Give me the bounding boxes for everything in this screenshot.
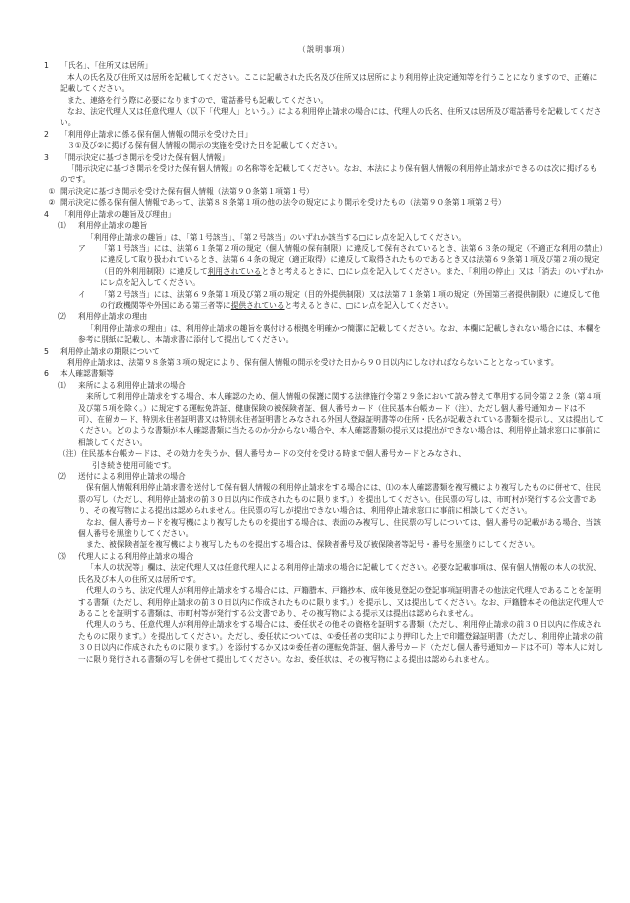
list-item xyxy=(44,243,604,289)
section-heading: 「利用停止請求の趣旨及び理由」 xyxy=(60,209,176,219)
subsection-number: ⑶ xyxy=(58,551,66,561)
list-item-text: 開示決定に基づき開示を受けた保有個人情報（法第９０条第１項第１号） xyxy=(60,186,314,196)
subsection-number: ⑴ xyxy=(58,221,66,231)
subsection-number: ⑴ xyxy=(58,380,66,390)
text-run: 「第２号該当」には、法第６９条第１項及び第２項の規定（目的外提供制限）又は法第７１条第１項の規定（外国第三者提供制限）に違反して他の行政機関等や外国にある第三者等に xyxy=(100,289,600,310)
subsection-title: 来所による利用停止請求の場合 xyxy=(78,380,186,390)
text-run: ときと考えるときに、□にレ点を記入してください。また、「利用の停止」又は「消去」のいずれかにレ点を記入してください。 xyxy=(100,266,604,288)
subsection-title: 送付による利用停止請求の場合 xyxy=(78,472,186,482)
subsection-title: 代理人による利用停止請求の場合 xyxy=(78,551,194,561)
section-3 xyxy=(44,152,604,209)
subsection-heading xyxy=(44,311,604,322)
list-item xyxy=(44,186,604,197)
section-heading: 利用停止請求の期限について xyxy=(60,346,160,356)
subsection-heading xyxy=(44,471,604,482)
section-heading: 「開示決定に基づき開示を受けた保有個人情報」 xyxy=(60,152,230,162)
paragraph: また、被保険者証を複写機により複写したものを提出する場合は、保険者番号及び被保険者等記号・番号を黒塗りにしてください。 xyxy=(86,540,540,550)
section-heading: 「氏名」、「住所又は居所」 xyxy=(60,61,153,71)
section-4 xyxy=(44,209,604,346)
paragraph: 「開示決定に基づき開示を受けた保有個人情報」の名称等を記載してください。なお、本法により保有個人情報の利用停止請求ができるのは次に掲げるものです。 xyxy=(60,164,598,185)
list-marker: ア xyxy=(78,243,86,253)
list-item-text xyxy=(100,289,604,312)
paragraph: 代理人のうち、任意代理人が利用停止請求をする場合には、委任状その他その資格を証明する書類（ただし、利用停止請求の前３０日以内に作成されたものに限ります。）を提出してください。ただし、委任状については、①委任者の実印により押印した上で印鑑登録証明書（ただし、利用停止請求の前３０日以内に作成されたものに限ります。）を添付するか又は②委任者の運転免許証、個人番号カード（ただし個人番号通知カードは不可）等本人に対し一に限り発行される書類の写しを併せて提出してください。なお、委任状は、その複写物による提出は認められません。 xyxy=(78,620,604,664)
subsection-title: 利用停止請求の趣旨 xyxy=(78,221,148,231)
paragraph: 「利用停止請求の趣旨」は、「第１号該当」、「第２号該当」のいずれか該当する□にレ点を記入してください。 xyxy=(86,232,467,242)
list-marker: イ xyxy=(78,289,86,299)
section-heading: 「利用停止請求に係る保有個人情報の開示を受けた日」 xyxy=(60,129,253,139)
section-2 xyxy=(44,129,604,152)
section-number: 3 xyxy=(44,152,49,162)
paragraph: 来所して利用停止請求をする場合、本人確認のため、個人情報の保護に関する法律施行令第２９条において読み替えて準用する同令第２２条（第４項及び第５項を除く。）に規定する運転免許証、健康保険の被保険者証、個人番号カード（住民基本台帳カード（注）、ただし個人番号通知カードは不可）、在留カード、特別永住者証明書又は特別永住者証明書とみなされる外国人登録証明書等の住所・氏名が記載されている書類を提示し、又は提出してください。どのような書類が本人確認書類に当たるのか分からない場合や、本人確認書類の提示又は提出ができない場合は、利用停止請求窓口に事前に相談してください。 xyxy=(78,392,604,447)
paragraph: なお、法定代理人又は任意代理人（以下「代理人」という。）による利用停止請求の場合には、代理人の氏名、住所又は居所及び電話番号を記載してください。 xyxy=(60,107,602,128)
section-5 xyxy=(44,346,604,369)
list-item-text xyxy=(100,243,604,289)
note: （注）住民基本台帳カードは、その効力を失うか、個人番号カードの交付を受ける時まで個人番号カードとみなされ、 xyxy=(58,449,466,459)
subsection-heading xyxy=(44,551,604,562)
section-number: 1 xyxy=(44,61,49,71)
list-item xyxy=(44,197,604,208)
subsection-title: 利用停止請求の理由 xyxy=(78,312,148,322)
paragraph: 保有個人情報利用停止請求書を送付して保有個人情報の利用停止請求をする場合には、⑴の本人確認書類を複写機により複写したものに併せて、住民票の写し（ただし、利用停止請求の前３０日以内に作成されたものに限ります。）を提出してください。住民票の写しは、市町村が発行する公文書であり、その複写物による提出は認められません。住民票の写しが提出できない場合は、利用停止請求窓口に事前に相談してください。 xyxy=(78,483,601,516)
subsection-heading xyxy=(44,380,604,391)
paragraph: ３①及び②に掲げる保有個人情報の開示の実施を受けた日を記載してください。 xyxy=(67,141,343,151)
underlined-text: 利用されている xyxy=(207,266,262,276)
text-run: 「第１号該当」には、法第６１条第２項の規定（個人情報の保有制限）に違反して保有されているとき、法第６３条の規定（不適正な利用の禁止）に違反して取り扱われているとき、法第６４条の規定（適正取得）に違反して取得されたものであるとき又は法第６９条第１項及び第２項の規定（目的外利用制限）に違反して xyxy=(100,243,604,276)
underlined-text: 提供されている xyxy=(230,300,285,310)
page-title: （説明事項） xyxy=(297,45,351,54)
subsection-number: ⑵ xyxy=(58,472,66,482)
list-marker: ① xyxy=(48,186,56,196)
paragraph: また、連絡を行う際に必要になりますので、電話番号も記載してください。 xyxy=(67,95,329,105)
section-1 xyxy=(44,60,604,128)
paragraph: 代理人のうち、法定代理人が利用停止請求をする場合には、戸籍謄本、戸籍抄本、成年後見登記の登記事項証明書その他法定代理人であることを証明する書類（ただし、利用停止請求の前３０日以内に作成されたものに限ります。）を提示し、又は提出してください。なお、戸籍謄本その他法定代理人であることを証明する書類は、市町村等が発行する公文書であり、その複写物による提示又は提出は認められません。 xyxy=(78,586,604,618)
paragraph: なお、個人番号カードを複写機により複写したものを提出する場合は、表面のみ複写し、住民票の写しについては、個人番号の記載がある場合、当該個人番号を黒塗りしてください。 xyxy=(78,517,601,539)
paragraph: 本人の氏名及び住所又は居所を記載してください。ここに記載された氏名及び住所又は居所により利用停止決定通知等を行うことになりますので、正確に記載してください。 xyxy=(60,72,598,94)
section-number: 2 xyxy=(44,129,49,139)
list-item xyxy=(44,289,604,312)
section-6 xyxy=(44,368,604,665)
section-heading: 本人確認書類等 xyxy=(60,369,114,379)
paragraph: 「利用停止請求の理由」は、利用停止請求の趣旨を裏付ける根拠を明確かつ簡潔に記載してください。なお、本欄に記載しきれない場合には、本欄を参考に別紙に記載し、本請求書に添付して提出してください。 xyxy=(78,323,602,345)
subsection-number: ⑵ xyxy=(58,312,66,322)
paragraph: 「本人の状況等」欄は、法定代理人又は任意代理人による利用停止請求の場合に記載してください。必要な記載事項は、保有個人情報の本人の状況、氏名及び本人の住所又は居所です。 xyxy=(78,563,602,584)
text-run: と考えるときに、□にレ点を記入してください。 xyxy=(284,300,454,310)
list-item-text: 開示決定に係る保有個人情報であって、法第８８条第１項の他の法令の規定により開示を受けたもの（法第９０条第１項第２号） xyxy=(60,198,506,208)
section-number: 4 xyxy=(44,209,49,219)
list-marker: ② xyxy=(48,198,56,208)
paragraph: 利用停止請求は、法第９８条第３項の規定により、保有個人情報の開示を受けた日から９０日以内にしなければならないこととなっています。 xyxy=(67,357,559,367)
subsection-heading xyxy=(44,220,604,231)
section-number: 6 xyxy=(44,369,49,379)
explanatory-notes-page xyxy=(44,44,604,665)
note-continuation: 引き続き使用可能です。 xyxy=(92,460,176,470)
section-number: 5 xyxy=(44,346,49,356)
